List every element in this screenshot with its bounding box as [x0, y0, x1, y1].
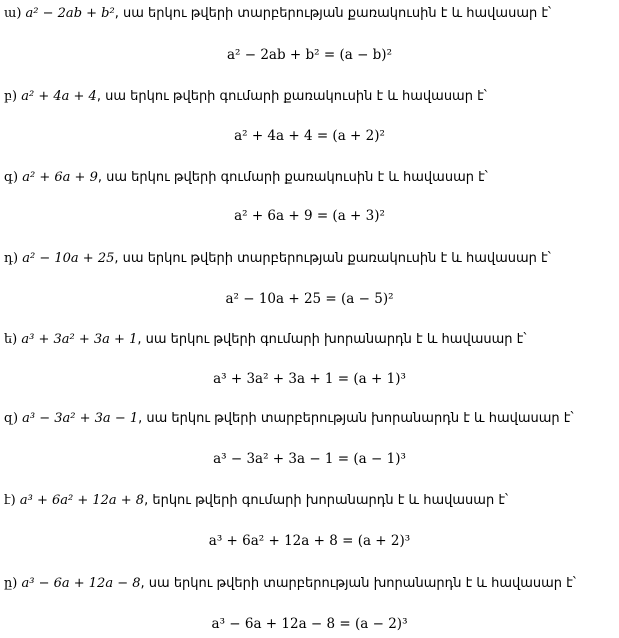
- item-3-line: [4, 169, 488, 187]
- item-8-description: , սա երկու թվերի տարբերության խորանարդն է և հավասար է՝: [140, 576, 576, 591]
- item-3-expression: a² + 6a + 9: [22, 170, 98, 185]
- item-1-expression: a² − 2ab + b²: [25, 6, 115, 21]
- item-6-description: , սա երկու թվերի տարբերության խորանարդն է և հավասար է՝: [138, 411, 574, 426]
- item-6-formula: a³ − 3a² + 3a − 1 = (a − 1)³: [213, 451, 406, 467]
- item-3-label: գ): [4, 170, 19, 185]
- item-5-formula: a³ + 3a² + 3a + 1 = (a + 1)³: [213, 371, 406, 387]
- item-4-description: , սա երկու թվերի տարբերության քառակուսին է և հավասար է՝: [114, 251, 551, 266]
- item-1-label: ա): [4, 6, 22, 21]
- item-8-label: ը): [4, 576, 18, 591]
- item-8-expression: a³ − 6a + 12a − 8: [21, 576, 141, 591]
- item-2-line: [4, 88, 487, 106]
- item-3-description: , սա երկու թվերի գումարի քառակուսին է և հավասար է՝: [97, 170, 488, 185]
- item-6-expression: a³ − 3a² + 3a − 1: [22, 411, 139, 426]
- item-7-description: , երկու թվերի գումարի խորանարդն է և հավասար է՝: [144, 493, 509, 508]
- item-2-formula: a² + 4a + 4 = (a + 2)²: [234, 128, 385, 144]
- item-2-label: բ): [4, 89, 18, 104]
- item-2-description: , սա երկու թվերի գումարի քառակուսին է և հավասար է՝: [96, 89, 487, 104]
- item-3-formula: a² + 6a + 9 = (a + 3)²: [234, 208, 385, 224]
- item-5-expression: a³ + 3a² + 3a + 1: [21, 332, 138, 347]
- item-1-formula: a² − 2ab + b² = (a − b)²: [226, 47, 392, 63]
- item-1-line: [4, 5, 551, 23]
- item-8-formula: a³ − 6a + 12a − 8 = (a − 2)³: [211, 616, 408, 632]
- item-7-expression: a³ + 6a² + 12a + 8: [19, 493, 145, 508]
- item-1-description: , սա երկու թվերի տարբերության քառակուսին է և հավասար է՝: [114, 6, 552, 21]
- item-5-description: , սա երկու թվերի գումարի խորանարդն է և հավասար է՝: [137, 332, 527, 347]
- item-7-line: [4, 492, 508, 510]
- item-4-formula: a² − 10a + 25 = (a − 5)²: [225, 291, 394, 307]
- item-8-line: [4, 575, 576, 593]
- item-6-line: [4, 410, 574, 428]
- item-6-label: զ): [4, 411, 19, 426]
- item-5-line: [4, 331, 526, 349]
- item-7-label: է): [4, 493, 16, 508]
- item-7-formula: a³ + 6a² + 12a + 8 = (a + 2)³: [208, 533, 411, 549]
- item-2-expression: a² + 4a + 4: [21, 89, 97, 104]
- item-5-label: ե): [4, 332, 18, 347]
- item-4-expression: a² − 10a + 25: [22, 251, 115, 266]
- item-4-line: [4, 250, 551, 268]
- item-4-label: դ): [4, 251, 19, 266]
